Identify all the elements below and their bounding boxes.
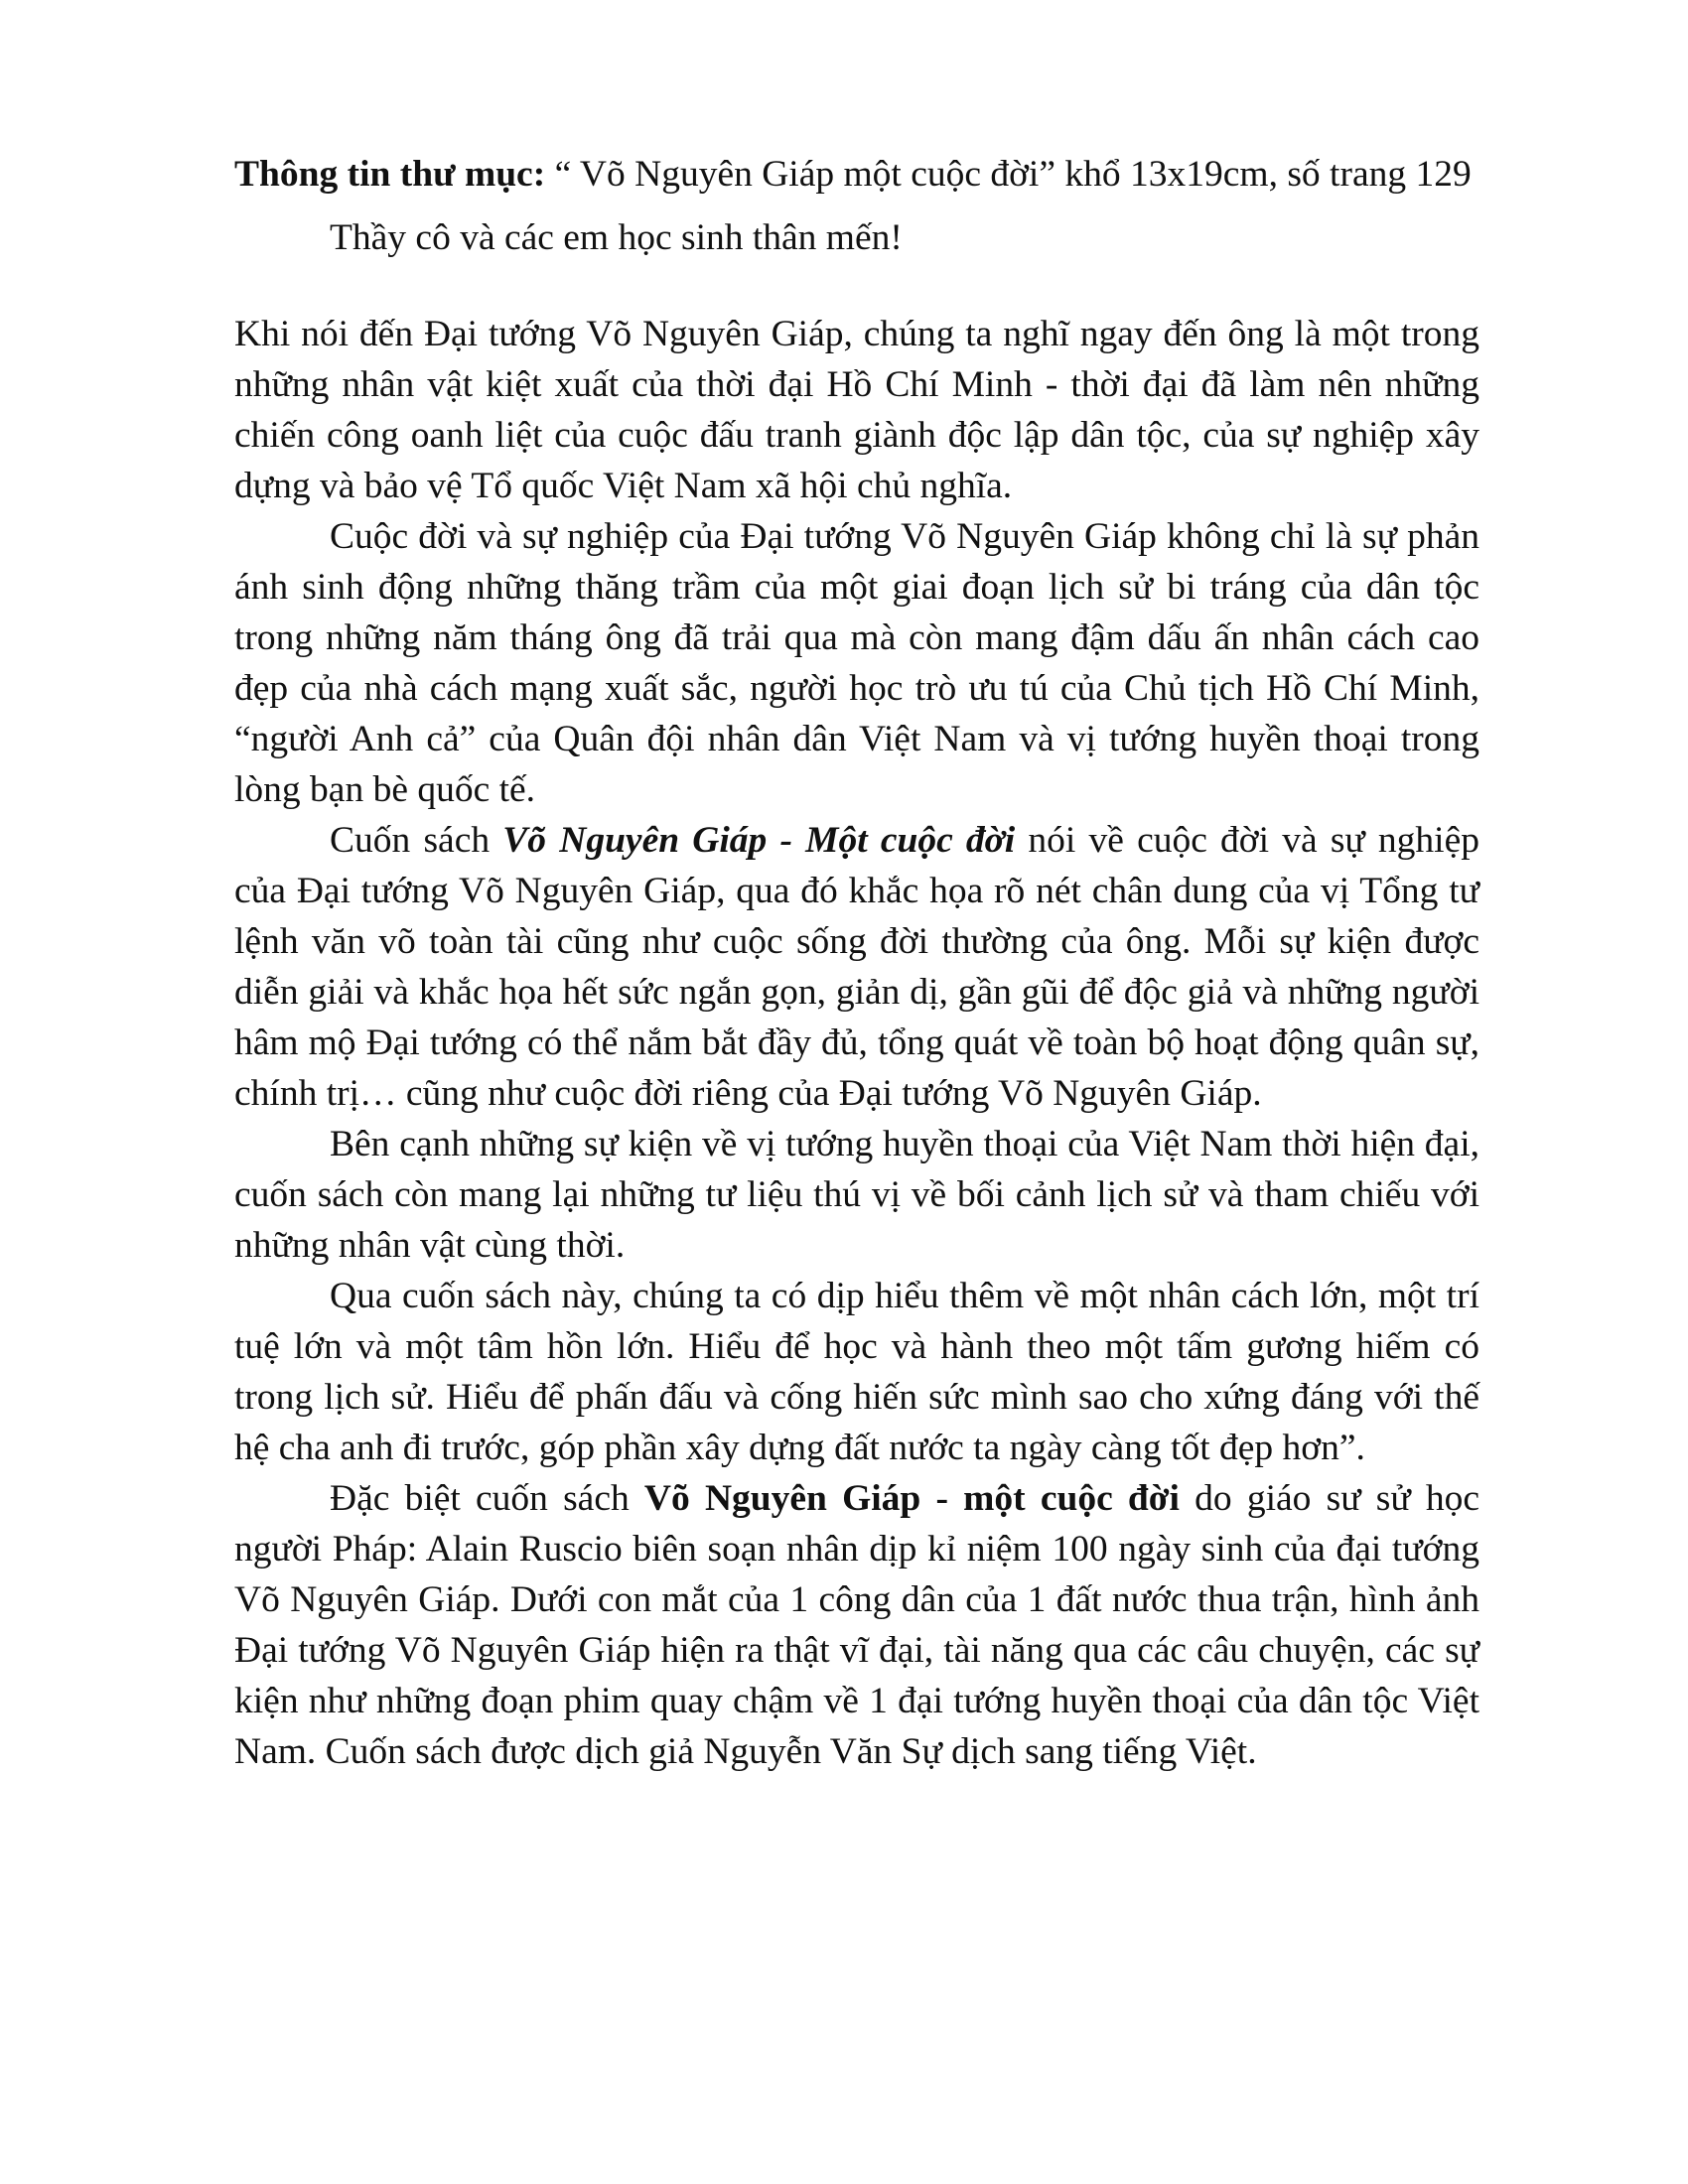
bibliography-text: “ Võ Nguyên Giáp một cuộc đời” khổ 13x19cm, số trang 129 xyxy=(545,154,1472,195)
paragraph-context: Bên cạnh những sự kiện về vị tướng huyền thoại của Việt Nam thời hiện đại, cuốn sách còn mang lại những tư liệu thú vị về bối cảnh lịch sử và tham chiếu với những nhân vật cùng thời. xyxy=(234,1124,1479,1266)
paragraph-career: Cuộc đời và sự nghiệp của Đại tướng Võ Nguyên Giáp không chỉ là sự phản ánh sinh động những thăng trầm của một giai đoạn lịch sử bi tráng của dân tộc trong những năm tháng ông đã trải qua mà còn mang đậm dấu ấn nhân cách cao đẹp của nhà cách mạng xuất sắc, người học trò ưu tú của Chủ tịch Hồ Chí Minh, “người Anh cả” của Quân đội nhân dân Việt Nam và vị tướng huyền thoại trong lòng bạn bè quốc tế. xyxy=(234,516,1479,810)
paragraph-author-lead: Đặc biệt cuốn sách xyxy=(330,1478,644,1519)
bibliography-label: Thông tin thư mục: xyxy=(234,154,546,195)
bibliography-line xyxy=(234,149,1479,200)
document-page xyxy=(234,149,1479,1777)
book-title-bold: Võ Nguyên Giáp - một cuộc đời xyxy=(643,1478,1180,1519)
paragraph-book-summary-body: nói về cuộc đời và sự nghiệp của Đại tướng Võ Nguyên Giáp, qua đó khắc họa rõ nét chân dung của vị Tổng tư lệnh văn võ toàn tài cũng như cuộc sống đời thường của ông. Mỗi sự kiện được diễn giải và khắc họa hết sức ngắn gọn, giản dị, gần gũi để độc giả và những người hâm mộ Đại tướng có thể nắm bắt đầy đủ, tổng quát về toàn bộ hoạt động quân sự, chính trị… cũng như cuộc đời riêng của Đại tướng Võ Nguyên Giáp. xyxy=(234,820,1479,1114)
paragraph-author xyxy=(234,1473,1479,1777)
paragraph-author-body: do giáo sư sử học người Pháp: Alain Ruscio biên soạn nhân dịp kỉ niệm 100 ngày sinh của đại tướng Võ Nguyên Giáp. Dưới con mắt của 1 công dân của 1 đất nước thua trận, hình ảnh Đại tướng Võ Nguyên Giáp hiện ra thật vĩ đại, tài năng qua các câu chuyện, các sự kiện như những đoạn phim quay chậm về 1 đại tướng huyền thoại của dân tộc Việt Nam. Cuốn sách được dịch giả Nguyễn Văn Sự dịch sang tiếng Việt. xyxy=(234,1478,1479,1772)
book-title-emphasis: Võ Nguyên Giáp - Một cuộc đời xyxy=(502,820,1016,861)
paragraph-intro: Khi nói đến Đại tướng Võ Nguyên Giáp, chúng ta nghĩ ngay đến ông là một trong những nhân vật kiệt xuất của thời đại Hồ Chí Minh - thời đại đã làm nên những chiến công oanh liệt của cuộc đấu tranh giành độc lập dân tộc, của sự nghiệp xây dựng và bảo vệ Tổ quốc Việt Nam xã hội chủ nghĩa. xyxy=(234,314,1479,506)
paragraph-book-summary-lead: Cuốn sách xyxy=(330,820,503,861)
paragraph-lessons: Qua cuốn sách này, chúng ta có dịp hiểu thêm về một nhân cách lớn, một trí tuệ lớn và một tâm hồn lớn. Hiểu để học và hành theo một tấm gương hiếm có trong lịch sử. Hiểu để phấn đấu và cống hiến sức mình sao cho xứng đáng với thế hệ cha anh đi trước, góp phần xây dựng đất nước ta ngày càng tốt đẹp hơn”. xyxy=(234,1276,1479,1468)
greeting: Thầy cô và các em học sinh thân mến! xyxy=(330,217,903,258)
paragraph-book-summary xyxy=(234,815,1479,1119)
